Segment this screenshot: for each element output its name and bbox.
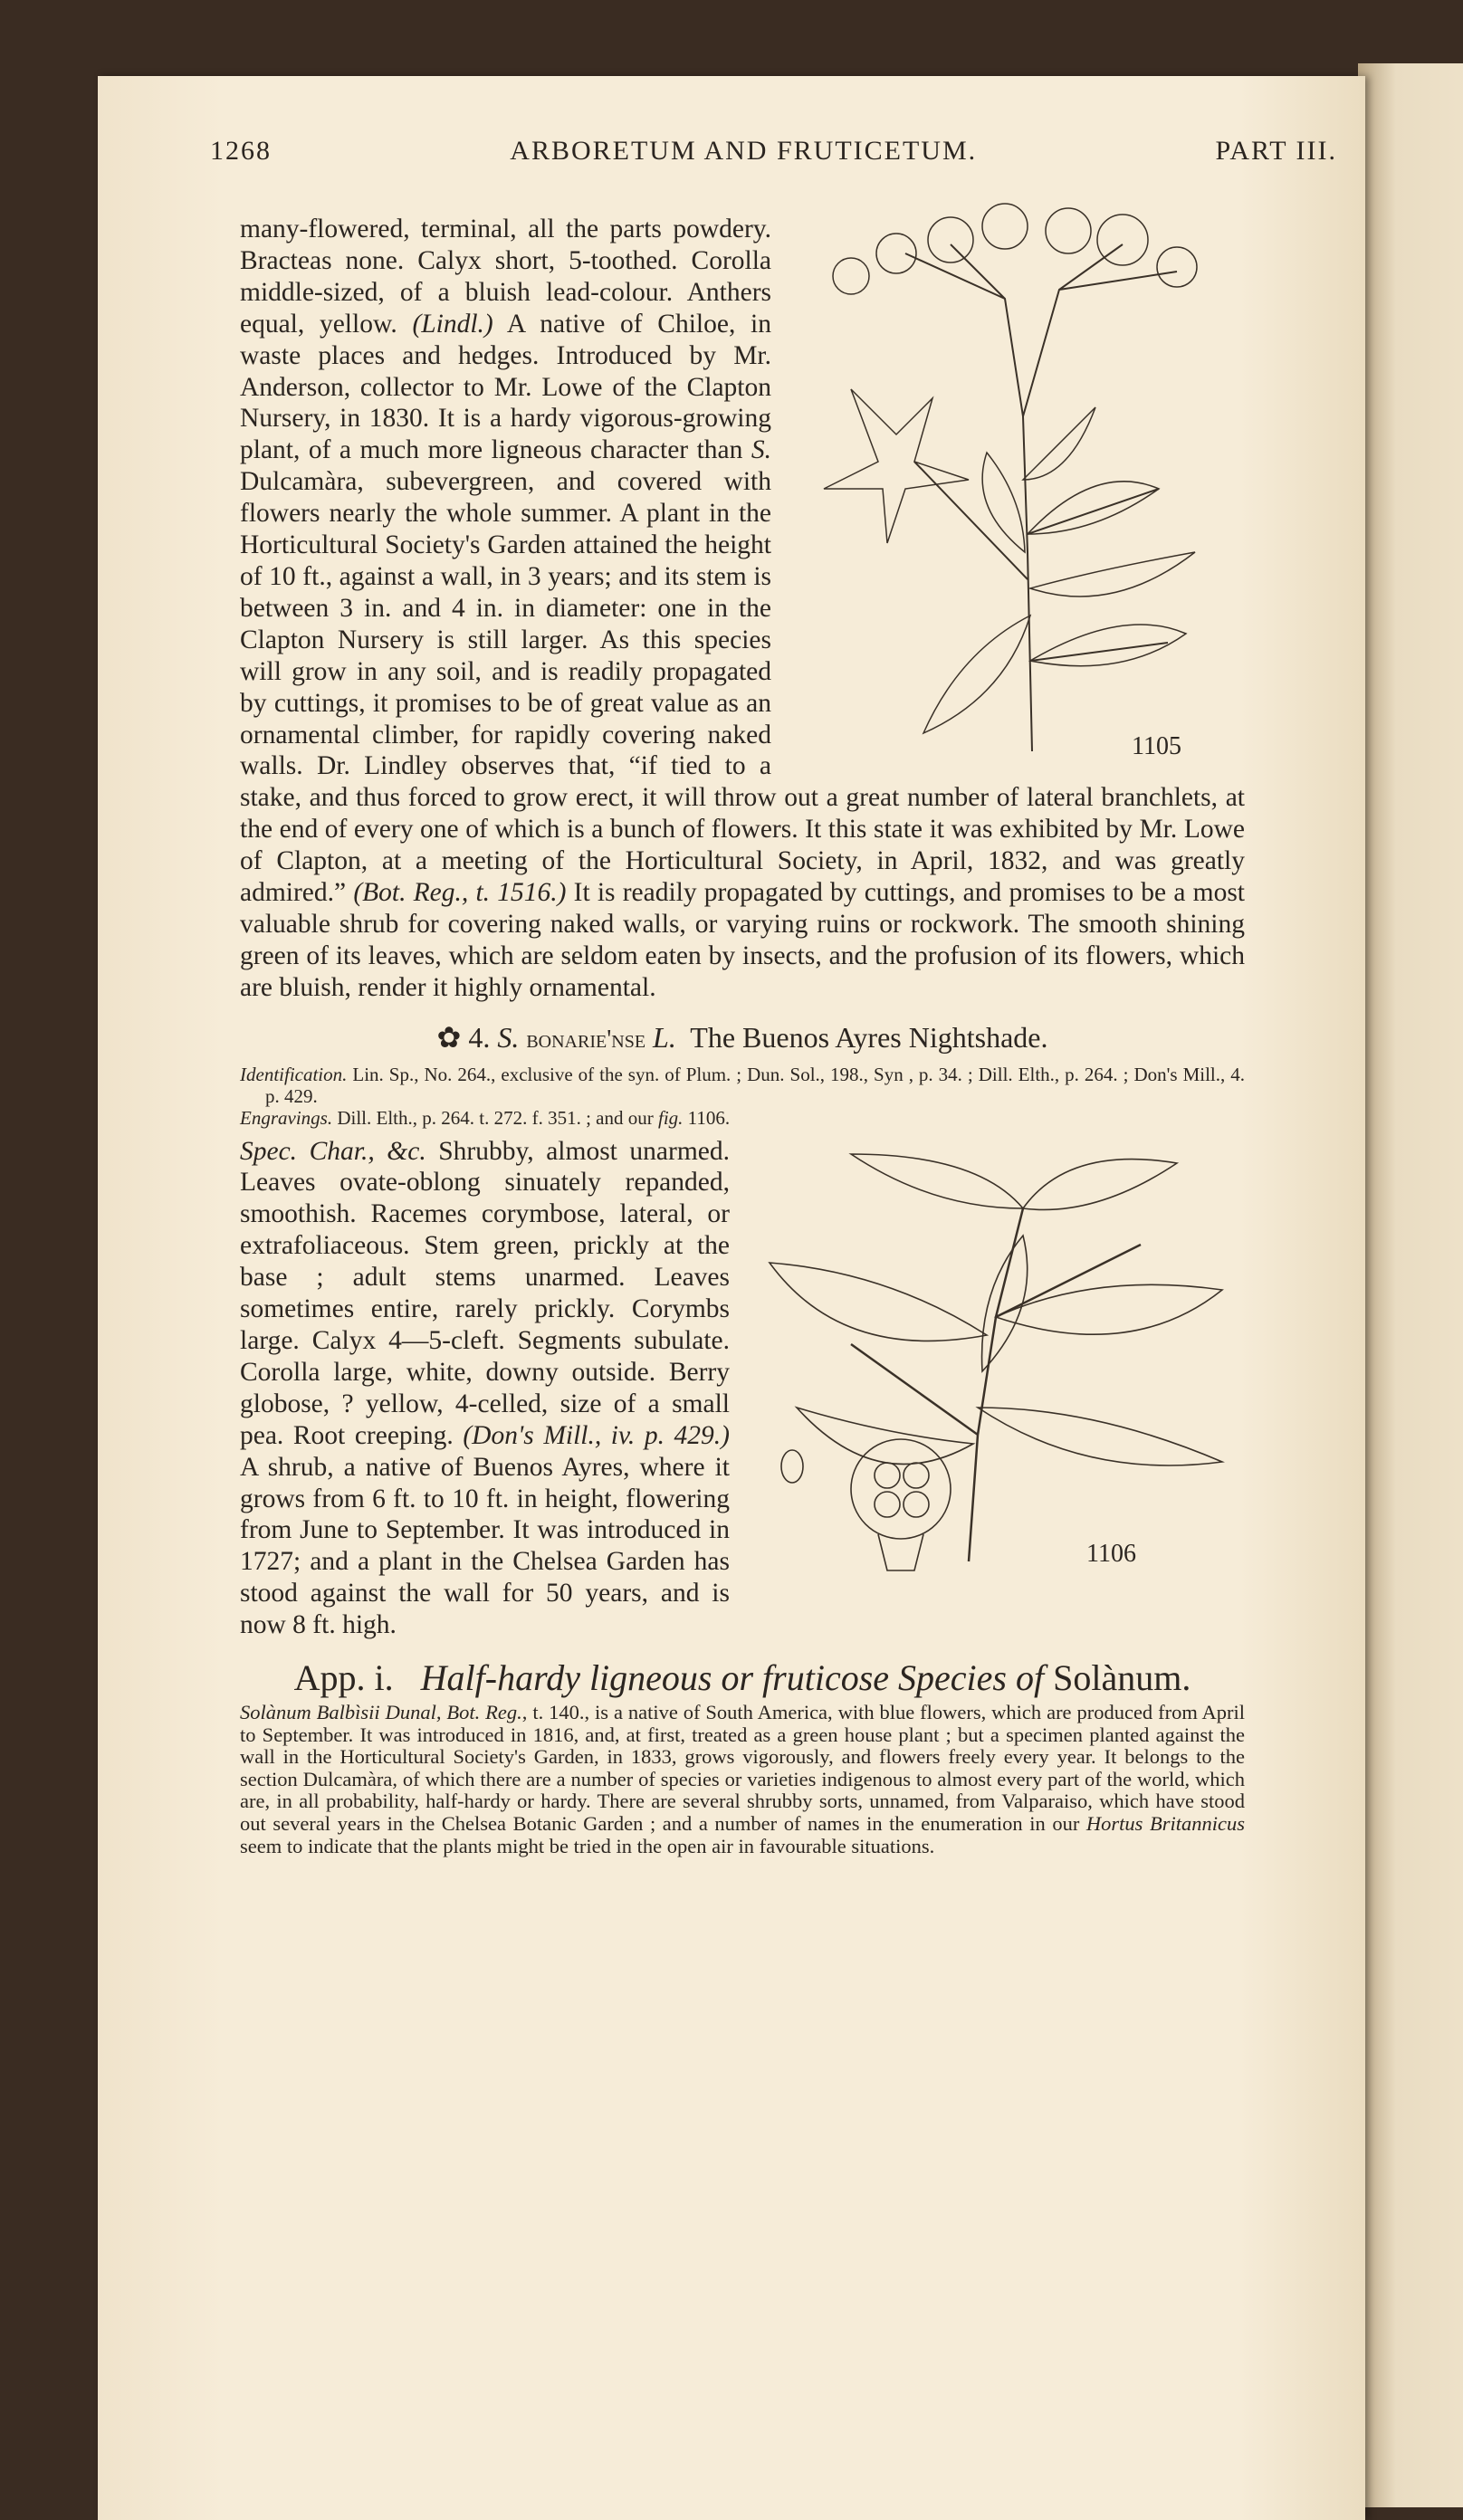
figure-number: 1105 xyxy=(1132,732,1181,760)
specific-character-paragraph: Spec. Char., &c. Shrubby, almost unarmed. Leaves ovate-oblong sinuately repanded, smoothish. Racemes corymbose, lateral, or extrafoliaceous. Stem green, prickly at the base ; adult stems unarmed. Leaves sometimes entire, rarely prickly. Corymbs large. Calyx 4—5-cleft. Segments subulate. Corolla large, white, downy outside. Berry globose, ? yellow, 4-celled, size of a small pea. Root creeping. (Don's Mill., iv. p. 429.) A shrub, a native of Buenos Ayres, where it grows from 6 ft. to 10 ft. in height, flowering from June to September. It was introduced in 1727; and a plant in the Chelsea Garden has stood against the wall for 50 years, and is now 8 ft. high. xyxy=(240,1136,730,1640)
figure-1106 xyxy=(751,1136,1249,1589)
solanum-bonariense-engraving-icon xyxy=(751,1136,1249,1589)
species-heading: ✿ 4. S. bonarie'nse L. The Buenos Ayres Nightshade. xyxy=(436,1020,1048,1054)
hardy-shrub-symbol-icon: ✿ xyxy=(436,1020,462,1054)
solanum-crispum-engraving-icon xyxy=(797,190,1249,769)
part-label: PART III. xyxy=(1215,136,1337,166)
identification-ref: Identification. Lin. Sp., No. 264., exclusive of the syn. of Plum. ; Dun. Sol., 198., Syn , p. 34. ; Dill. Elth., p. 264. ; Don's Mill., 4. p. 429. xyxy=(240,1063,1245,1107)
figure-number: 1106 xyxy=(1086,1539,1136,1568)
page-number: 1268 xyxy=(210,136,272,166)
engravings-ref: Engravings. Dill. Elth., p. 264. t. 272. f. 351. ; and our fig. 1106. xyxy=(240,1106,731,1129)
appendix-heading: App. i. Half-hardy ligneous or fruticose Species of Solànum. xyxy=(293,1657,1191,1699)
adjacent-page-edge xyxy=(1358,63,1463,2507)
running-title: ARBORETUM AND FRUTICETUM. xyxy=(510,136,978,166)
paragraph-species-3-description: many-flowered, terminal, all the parts powdery. Bracteas none. Calyx short, 5-toothed. Corolla middle-sized, of a bluish lead-colour. Anthers equal, yellow. (Lindl.) A native of Chiloe, in waste places and hedges. Introduced by Mr. Anderson, collector to Mr. Lowe of the Clapton Nursery, in 1830. It is a hardy vigorous-growing plant, of a much more ligneous character than S. Dulcamàra, subevergreen, and covered with flowers nearly the whole summer. A plant in the Horticultural Society's Garden attained the height of 10 ft., against a wall, in 3 years; and its stem is between 3 in. and 4 in. in diameter: one in the Clapton Nursery is still larger. As this species will grow in any soil, and is readily propagated by cuttings, it promises to be of great value as an ornamental climber, for rapidly covering naked walls. Dr. Lindley observes that, “if tied to a stake, and thus forced to grow erect, it will throw out a great number of lateral branchlets, at the end of every one of which is a bunch of flowers. It this state it was exhibited by Mr. Lowe of Clapton, at a meeting of the Horticultural Society, in April, 1832, and was greatly admired.” (Bot. Reg., t. 1516.) It is readily propagated by cuttings, and promises to be a most valuable shrub for covering naked walls, or varying ruins or rockwork. The smooth shining green of its leaves, which are seldom eaten by insects, and the profusion of its flowers, which are bluish, render it highly ornamental. xyxy=(240,215,1245,1002)
appendix-paragraph: Solànum Balbìsii Dunal, Bot. Reg., t. 140., is a native of South America, with blue flowers, which are produced from April to September. It was introduced in 1816, and, at first, treated as a green house plant ; but a specimen planted against the wall in the Horticultural Society's Garden, in 1833, grows vigorously, and flowers freely every year. It belongs to the section Dulcamàra, of which there are a number of species or varieties indigenous to almost every part of the world, which are, in all probability, half-hardy or hardy. There are several shrubby sorts, unnamed, from Valparaiso, which have stood out several years in the Chelsea Botanic Garden ; and a number of names in the enumeration in our Hortus Britannicus seem to indicate that the plants might be tried in the open air in favourable situations. xyxy=(240,1700,1245,1857)
page-body xyxy=(240,214,1245,1857)
running-header xyxy=(210,136,1337,167)
figure-1105 xyxy=(797,190,1249,769)
